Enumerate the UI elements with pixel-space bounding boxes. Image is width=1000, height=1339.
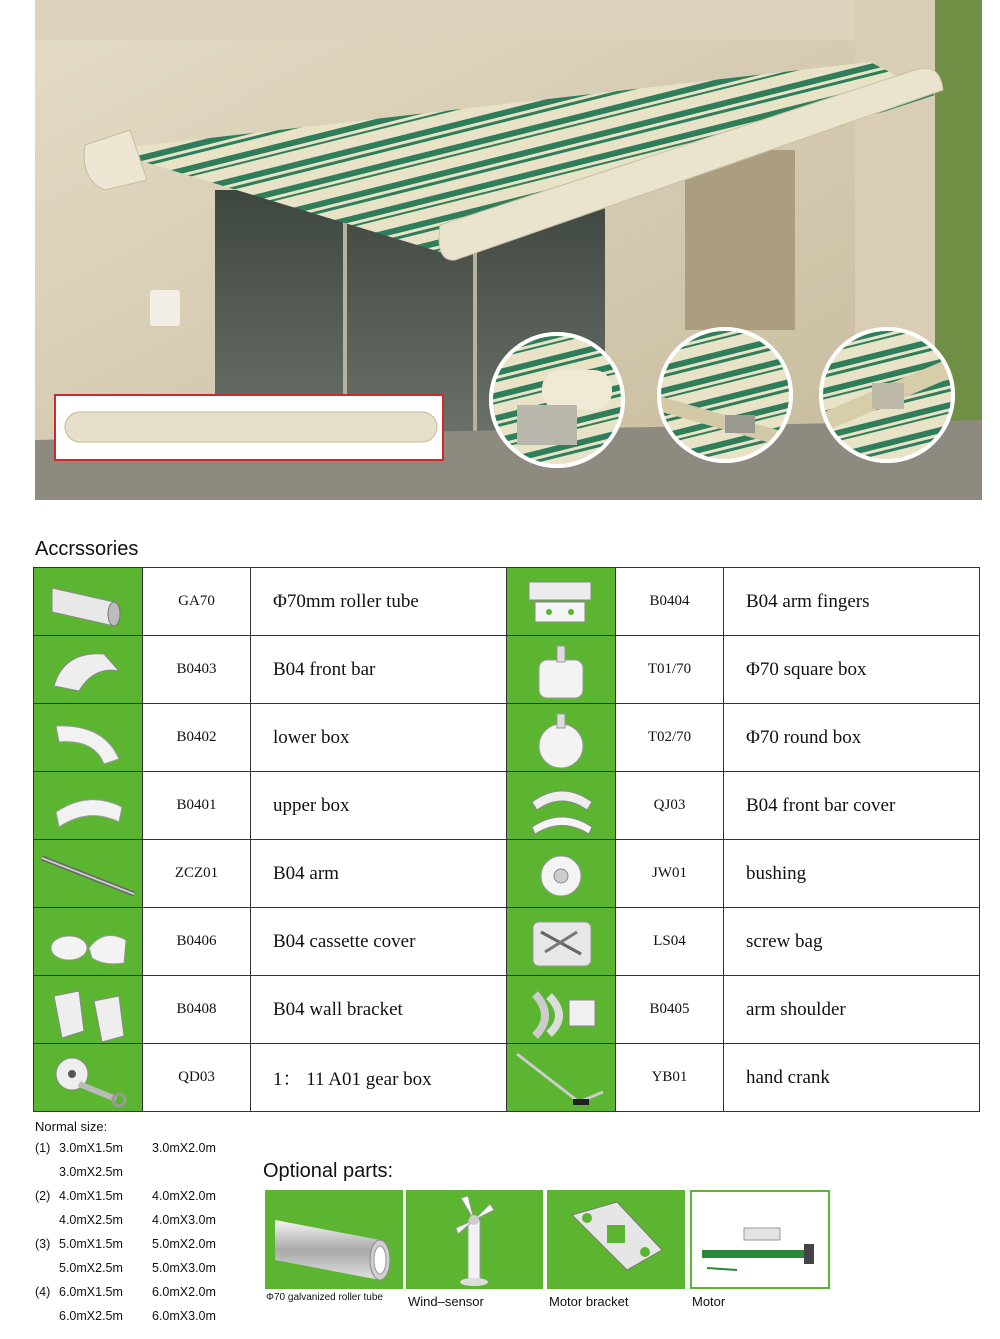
size-value: 3.0mX1.5m bbox=[59, 1141, 123, 1155]
part-description: lower box bbox=[251, 704, 507, 772]
table-row bbox=[34, 636, 980, 704]
square-box-icon bbox=[507, 636, 616, 703]
size-row bbox=[35, 1208, 216, 1232]
part-image bbox=[34, 568, 143, 636]
part-code: YB01 bbox=[616, 1044, 724, 1112]
roller-tube-icon bbox=[34, 568, 143, 635]
size-group-number: (1) bbox=[35, 1141, 51, 1155]
hand-crank-icon bbox=[507, 1044, 616, 1111]
size-row bbox=[35, 1280, 216, 1304]
part-image bbox=[507, 772, 616, 840]
part-description: arm shoulder bbox=[724, 976, 980, 1044]
optional-part-wind-sensor bbox=[406, 1190, 543, 1289]
optional-part-motor-bracket bbox=[547, 1190, 685, 1289]
part-code: B0405 bbox=[616, 976, 724, 1044]
size-group-number: (4) bbox=[35, 1285, 51, 1299]
part-image bbox=[34, 840, 143, 908]
accessories-table bbox=[33, 567, 980, 1112]
round-box-icon bbox=[507, 704, 616, 771]
screw-bag-icon bbox=[507, 908, 616, 975]
part-description: B04 arm fingers bbox=[724, 568, 980, 636]
part-code: ZCZ01 bbox=[143, 840, 251, 908]
size-value: 4.0mX2.5m bbox=[59, 1213, 123, 1227]
size-value: 6.0mX2.5m bbox=[59, 1309, 123, 1323]
part-code: B0404 bbox=[616, 568, 724, 636]
gear-box-icon bbox=[34, 1044, 143, 1111]
table-row bbox=[34, 976, 980, 1044]
normal-size-label: Normal size: bbox=[35, 1119, 108, 1134]
arm-icon bbox=[34, 840, 143, 907]
part-code: B0403 bbox=[143, 636, 251, 704]
optional-parts-title: Optional parts: bbox=[263, 1160, 394, 1182]
size-value: 3.0mX2.5m bbox=[59, 1165, 123, 1179]
size-value: 5.0mX3.0m bbox=[152, 1261, 216, 1275]
part-description: Φ70 round box bbox=[724, 704, 980, 772]
normal-size-list bbox=[35, 1118, 216, 1328]
part-description: Φ70mm roller tube bbox=[251, 568, 507, 636]
part-code: B0402 bbox=[143, 704, 251, 772]
part-code: LS04 bbox=[616, 908, 724, 976]
size-value: 5.0mX2.0m bbox=[152, 1237, 216, 1251]
wall-bracket-icon bbox=[34, 976, 143, 1043]
part-image bbox=[507, 636, 616, 704]
optional-caption-wind-sensor: Wind–sensor bbox=[408, 1294, 484, 1309]
part-description: B04 front bar cover bbox=[724, 772, 980, 840]
optional-part-tube bbox=[265, 1190, 403, 1289]
size-row bbox=[35, 1184, 216, 1208]
size-value: 5.0mX2.5m bbox=[59, 1261, 123, 1275]
part-code: GA70 bbox=[143, 568, 251, 636]
cassette-cover-icon bbox=[34, 908, 143, 975]
size-value: 6.0mX3.0m bbox=[152, 1309, 216, 1323]
awning-illustration bbox=[35, 0, 982, 500]
size-row bbox=[35, 1256, 216, 1280]
size-value: 5.0mX1.5m bbox=[59, 1237, 123, 1251]
part-code: JW01 bbox=[616, 840, 724, 908]
size-value: 6.0mX2.0m bbox=[152, 1285, 216, 1299]
size-value: 3.0mX2.0m bbox=[152, 1141, 216, 1155]
part-description: B04 arm bbox=[251, 840, 507, 908]
part-image bbox=[507, 1044, 616, 1112]
part-code: B0401 bbox=[143, 772, 251, 840]
part-image bbox=[507, 704, 616, 772]
upper-box-icon bbox=[34, 772, 143, 839]
awning-photo bbox=[35, 0, 982, 500]
size-value: 6.0mX1.5m bbox=[59, 1285, 123, 1299]
front-bar-icon bbox=[34, 636, 143, 703]
table-row bbox=[34, 840, 980, 908]
size-row bbox=[35, 1160, 123, 1184]
size-row bbox=[35, 1136, 216, 1160]
part-image bbox=[34, 1044, 143, 1112]
bushing-icon bbox=[507, 840, 616, 907]
part-image bbox=[34, 976, 143, 1044]
part-description: B04 wall bracket bbox=[251, 976, 507, 1044]
part-description: 1： 11 A01 gear box bbox=[251, 1044, 507, 1112]
part-image bbox=[507, 908, 616, 976]
optional-caption-motor-bracket: Motor bracket bbox=[549, 1294, 629, 1309]
wind-sensor-icon bbox=[406, 1190, 543, 1289]
part-description: hand crank bbox=[724, 1044, 980, 1112]
part-description: screw bag bbox=[724, 908, 980, 976]
motor-icon bbox=[692, 1192, 828, 1287]
optional-part-motor bbox=[690, 1190, 830, 1289]
part-code: QJ03 bbox=[616, 772, 724, 840]
table-row bbox=[34, 772, 980, 840]
lower-box-icon bbox=[34, 704, 143, 771]
table-row bbox=[34, 908, 980, 976]
front-bar-cover-icon bbox=[507, 772, 616, 839]
table-row bbox=[34, 704, 980, 772]
part-description: Φ70 square box bbox=[724, 636, 980, 704]
part-code: B0408 bbox=[143, 976, 251, 1044]
table-row bbox=[34, 1044, 980, 1112]
galvanized-tube-icon bbox=[265, 1190, 403, 1289]
part-description: bushing bbox=[724, 840, 980, 908]
part-image bbox=[34, 636, 143, 704]
part-image bbox=[34, 908, 143, 976]
part-code: T01/70 bbox=[616, 636, 724, 704]
size-row bbox=[35, 1304, 216, 1328]
part-image bbox=[507, 840, 616, 908]
part-image bbox=[34, 704, 143, 772]
optional-caption-tube: Φ70 galvanized roller tube bbox=[266, 1292, 383, 1303]
optional-caption-motor: Motor bbox=[692, 1294, 726, 1309]
part-code: QD03 bbox=[143, 1044, 251, 1112]
table-row bbox=[34, 568, 980, 636]
size-row bbox=[35, 1232, 216, 1256]
accessories-title: Accrssories bbox=[35, 538, 139, 560]
part-code: B0406 bbox=[143, 908, 251, 976]
size-value: 4.0mX3.0m bbox=[152, 1213, 216, 1227]
part-image bbox=[34, 772, 143, 840]
part-image bbox=[507, 568, 616, 636]
part-image bbox=[507, 976, 616, 1044]
size-value: 4.0mX1.5m bbox=[59, 1189, 123, 1203]
arm-fingers-icon bbox=[507, 568, 616, 635]
arm-shoulder-icon bbox=[507, 976, 616, 1043]
size-group-number: (2) bbox=[35, 1189, 51, 1203]
part-code: T02/70 bbox=[616, 704, 724, 772]
size-value: 4.0mX2.0m bbox=[152, 1189, 216, 1203]
part-description: B04 cassette cover bbox=[251, 908, 507, 976]
size-group-number: (3) bbox=[35, 1237, 51, 1251]
part-description: upper box bbox=[251, 772, 507, 840]
motor-bracket-icon bbox=[547, 1190, 685, 1289]
part-description: B04 front bar bbox=[251, 636, 507, 704]
